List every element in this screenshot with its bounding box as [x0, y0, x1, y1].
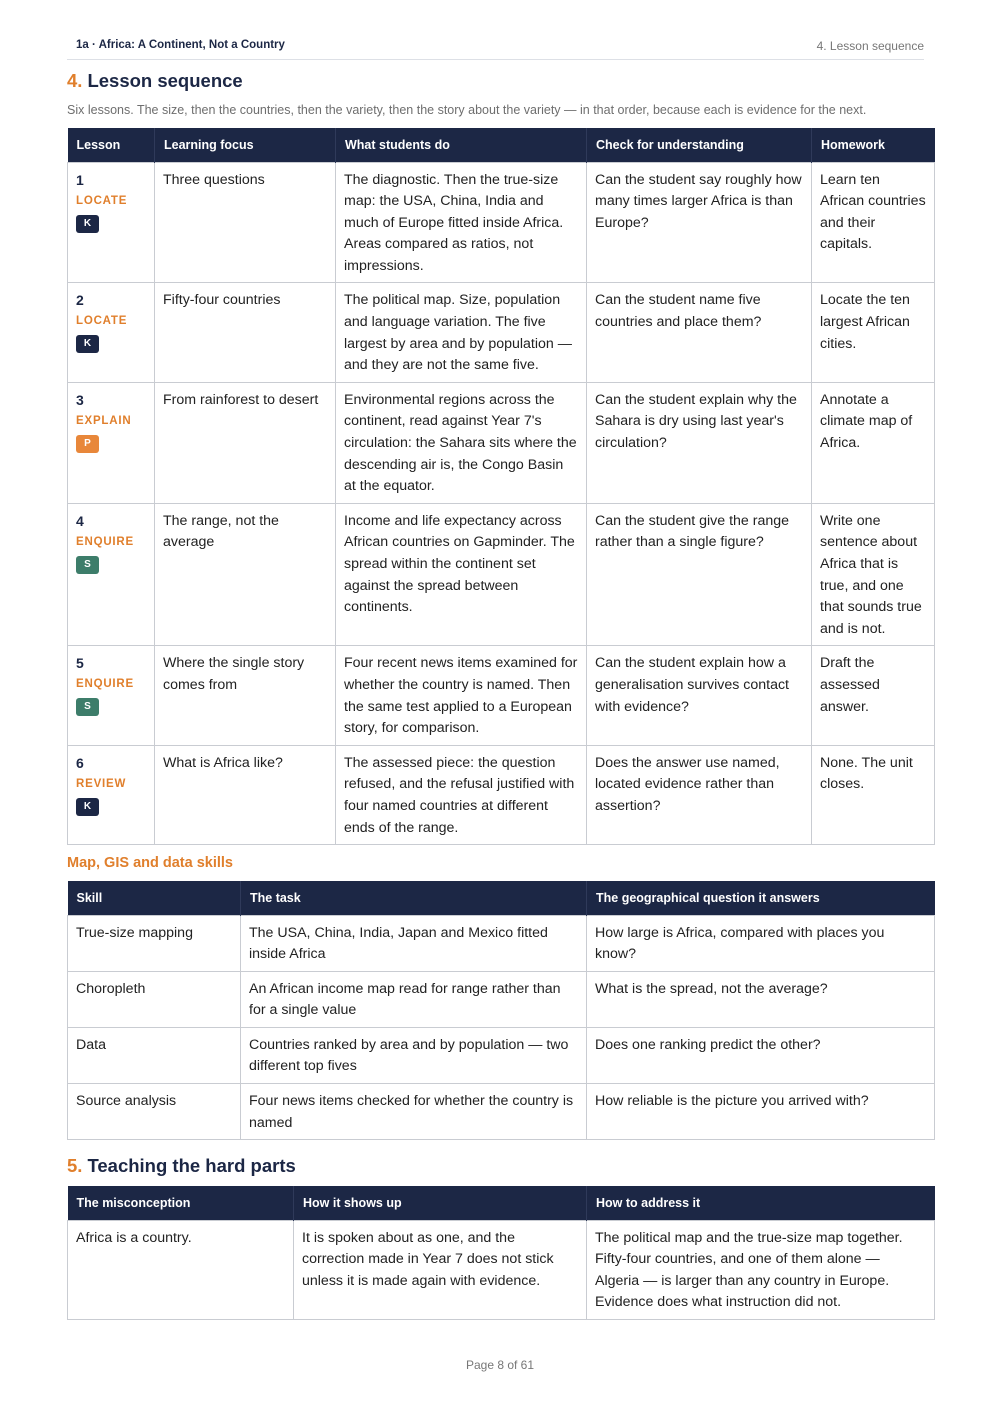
misconception-cell: Africa is a country. — [68, 1220, 294, 1319]
lesson-tag: LOCATE — [76, 194, 128, 207]
question-cell: Does one ranking predict the other? — [587, 1027, 935, 1083]
table-row — [68, 971, 935, 1027]
section-title: Teaching the hard parts — [87, 1155, 296, 1176]
lesson-badge: K — [76, 215, 99, 233]
skills-subheading: Map, GIS and data skills — [67, 855, 233, 871]
lesson-number: 2 — [76, 292, 84, 309]
column-header: Learning focus — [155, 128, 336, 162]
column-header: Skill — [68, 881, 241, 915]
lesson-number: 4 — [76, 512, 84, 529]
check-cell: Can the student name five countries and place them? — [587, 283, 812, 382]
table-row — [68, 646, 935, 745]
shows-up-cell: It is spoken about as one, and the correction made in Year 7 does not stick unless it is made again with evidence. — [294, 1220, 587, 1319]
lesson-number: 1 — [76, 171, 84, 188]
section-number: 5. — [67, 1155, 83, 1176]
lesson-badge: P — [76, 435, 99, 453]
activity-cell: Income and life expectancy across African countries on Gapminder. The spread within the continent set against the spread between continents. — [336, 503, 587, 646]
table-header-row — [68, 128, 935, 162]
lesson-number: 3 — [76, 391, 84, 408]
task-cell: An African income map read for range rather than for a single value — [241, 971, 587, 1027]
table-row — [68, 745, 935, 844]
lesson-number: 5 — [76, 655, 84, 672]
lesson-badge: S — [76, 698, 99, 716]
homework-cell: Learn ten African countries and their capitals. — [812, 162, 935, 283]
question-cell: How large is Africa, compared with places you know? — [587, 915, 935, 971]
table-row — [68, 503, 935, 646]
lesson-cell — [68, 745, 155, 844]
lesson-number: 6 — [76, 754, 84, 771]
question-cell: What is the spread, not the average? — [587, 971, 935, 1027]
header-section-label: 4. Lesson sequence — [816, 39, 924, 53]
column-header: Lesson — [68, 128, 155, 162]
task-cell: Four news items checked for whether the country is named — [241, 1084, 587, 1140]
misconceptions-table — [67, 1186, 935, 1320]
lesson-cell — [68, 162, 155, 283]
column-header: How it shows up — [294, 1186, 587, 1220]
address-cell: The political map and the true-size map together. Fifty-four countries, and one of them alone — Algeria — is larger than any country in Europe. Evidence does what instruction did not. — [587, 1220, 935, 1319]
lesson-cell — [68, 283, 155, 382]
lesson-badge: K — [76, 335, 99, 353]
column-header: Check for understanding — [587, 128, 812, 162]
lesson-tag: LOCATE — [76, 315, 128, 328]
skill-cell: Choropleth — [68, 971, 241, 1027]
activity-cell: The assessed piece: the question refused, and the refusal justified with four named countries at different ends of the range. — [336, 745, 587, 844]
column-header: Homework — [812, 128, 935, 162]
activity-cell: The diagnostic. Then the true-size map: the USA, China, India and much of Europe fitted inside Africa. Areas compared as ratios, not impressions. — [336, 162, 587, 283]
column-header: The task — [241, 881, 587, 915]
activity-cell: Environmental regions across the continent, read against Year 7's circulation: the Sahara sits where the descending air is, the Congo Basin at the equator. — [336, 382, 587, 503]
task-cell: Countries ranked by area and by population — two different top fives — [241, 1027, 587, 1083]
table-row — [68, 1027, 935, 1083]
skill-cell: Data — [68, 1027, 241, 1083]
activity-cell: Four recent news items examined for whether the country is named. Then the same test applied to a European story, for comparison. — [336, 646, 587, 745]
table-row — [68, 915, 935, 971]
lesson-cell — [68, 646, 155, 745]
activity-cell: The political map. Size, population and language variation. The five largest by area and by population — and they are not the same five. — [336, 283, 587, 382]
skill-cell: True-size mapping — [68, 915, 241, 971]
task-cell: The USA, China, India, Japan and Mexico fitted inside Africa — [241, 915, 587, 971]
lesson-cell — [68, 382, 155, 503]
homework-cell: Draft the assessed answer. — [812, 646, 935, 745]
learning-focus-cell: The range, not the average — [155, 503, 336, 646]
check-cell: Can the student explain why the Sahara is dry using last year's circulation? — [587, 382, 812, 503]
check-cell: Can the student say roughly how many times larger Africa is than Europe? — [587, 162, 812, 283]
table-row — [68, 1220, 935, 1319]
column-header: What students do — [336, 128, 587, 162]
check-cell: Can the student explain how a generalisation survives contact with evidence? — [587, 646, 812, 745]
document-title: 1a · Africa: A Continent, Not a Country — [76, 39, 285, 51]
lesson-tag: EXPLAIN — [76, 414, 132, 427]
learning-focus-cell: Three questions — [155, 162, 336, 283]
lesson-tag: ENQUIRE — [76, 678, 134, 691]
section-heading-hard-parts — [67, 1155, 296, 1177]
lesson-cell — [68, 503, 155, 646]
skills-table — [67, 881, 935, 1140]
table-row — [68, 283, 935, 382]
table-row — [68, 382, 935, 503]
check-cell: Does the answer use named, located evidence rather than assertion? — [587, 745, 812, 844]
lesson-sequence-intro: Six lessons. The size, then the countries, then the variety, then the story about the variety — in that order, because each is evidence for the next. — [67, 103, 867, 117]
lesson-sequence-table — [67, 128, 935, 845]
column-header: The misconception — [68, 1186, 294, 1220]
lesson-tag: REVIEW — [76, 777, 127, 790]
section-title: Lesson sequence — [87, 70, 243, 91]
homework-cell: None. The unit closes. — [812, 745, 935, 844]
section-heading-lesson-sequence — [67, 70, 243, 92]
learning-focus-cell: From rainforest to desert — [155, 382, 336, 503]
section-number: 4. — [67, 70, 83, 91]
lesson-badge: S — [76, 556, 99, 574]
table-row — [68, 1084, 935, 1140]
check-cell: Can the student give the range rather than a single figure? — [587, 503, 812, 646]
table-header-row — [68, 1186, 935, 1220]
skill-cell: Source analysis — [68, 1084, 241, 1140]
learning-focus-cell: What is Africa like? — [155, 745, 336, 844]
learning-focus-cell: Where the single story comes from — [155, 646, 336, 745]
table-row — [68, 162, 935, 283]
page-number: Page 8 of 61 — [465, 1358, 535, 1372]
running-header — [67, 38, 924, 60]
question-cell: How reliable is the picture you arrived with? — [587, 1084, 935, 1140]
homework-cell: Locate the ten largest African cities. — [812, 283, 935, 382]
homework-cell: Annotate a climate map of Africa. — [812, 382, 935, 503]
lesson-badge: K — [76, 798, 99, 816]
learning-focus-cell: Fifty-four countries — [155, 283, 336, 382]
lesson-tag: ENQUIRE — [76, 535, 134, 548]
homework-cell: Write one sentence about Africa that is true, and one that sounds true and is not. — [812, 503, 935, 646]
column-header: The geographical question it answers — [587, 881, 935, 915]
table-header-row — [68, 881, 935, 915]
column-header: How to address it — [587, 1186, 935, 1220]
